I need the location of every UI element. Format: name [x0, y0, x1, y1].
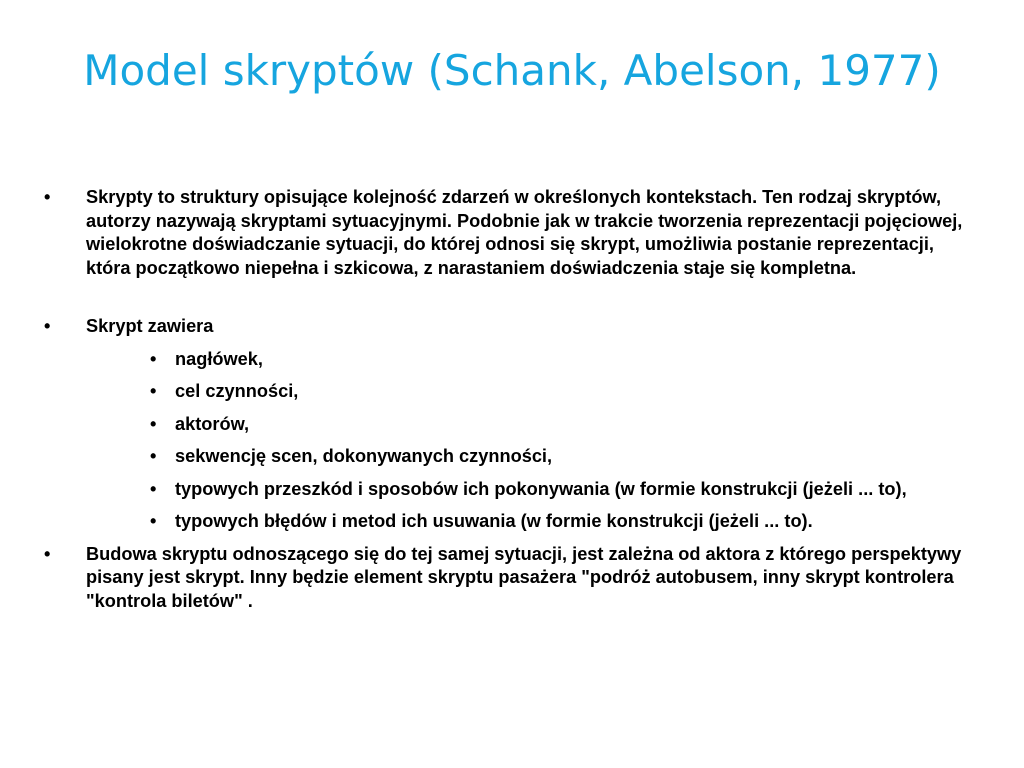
sub-bullet-item	[0, 348, 1024, 372]
bullet-item-script-contains	[0, 315, 1024, 339]
bullet-icon: •	[44, 316, 51, 336]
sub-bullet-text: cel czynności,	[175, 381, 299, 401]
sub-bullet-item	[0, 445, 1024, 469]
slide-content	[0, 186, 1024, 613]
bullet-icon: •	[150, 348, 157, 369]
bullet-icon: •	[150, 413, 157, 434]
bullet-icon: •	[150, 381, 157, 401]
sub-bullet-text: typowych przeszkód i sposobów ich pokonywania (w formie konstrukcji (jeżeli ... to),	[175, 478, 907, 499]
bullet-icon: •	[44, 187, 51, 207]
slide-title: Model skryptów (Schank, Abelson, 1977)	[83, 46, 941, 95]
sub-bullet-item	[0, 413, 1024, 437]
sub-bullet-item	[0, 380, 1024, 404]
sub-bullet-text: aktorów,	[175, 413, 250, 434]
bullet-item-scripts-definition	[0, 186, 1024, 280]
bullet-icon: •	[150, 446, 157, 466]
bullet-icon: •	[44, 543, 51, 564]
sub-bullet-item	[0, 510, 1024, 534]
bullet-icon: •	[150, 478, 157, 499]
sub-bullet-text: nagłówek,	[175, 348, 263, 369]
bullet-text: Skrypty to struktury opisujące kolejność zdarzeń w określonych kontekstach. Ten rodzaj skryptów, autorzy nazywają skryptami sytuacyjnymi. Podobnie jak w trakcie tworzenia reprezentacji pojęciowej, wielokrotne doświadczanie sytuacji, do której odnosi się skrypt, umożliwia postanie reprezentacji, która początkowo niepełna i szkicowa, z narastaniem doświadczenia staje się kompletna.	[86, 187, 963, 278]
bullet-text: Budowa skryptu odnoszącego się do tej samej sytuacji, jest zależna od aktora z którego perspektywy pisany jest skrypt. Inny będzie element skryptu pasażera "podróż autobusem, inny skrypt kontrolera "kontrola biletów" .	[86, 543, 962, 611]
bullet-text: Skrypt zawiera	[86, 316, 214, 336]
sub-bullet-text: typowych błędów i metod ich usuwania (w formie konstrukcji (jeżeli ... to).	[175, 511, 813, 531]
sub-bullet-item	[0, 478, 1024, 502]
sub-bullet-text: sekwencję scen, dokonywanych czynności,	[175, 446, 553, 466]
bullet-item-script-structure	[0, 543, 1024, 614]
bullet-icon: •	[150, 511, 157, 531]
